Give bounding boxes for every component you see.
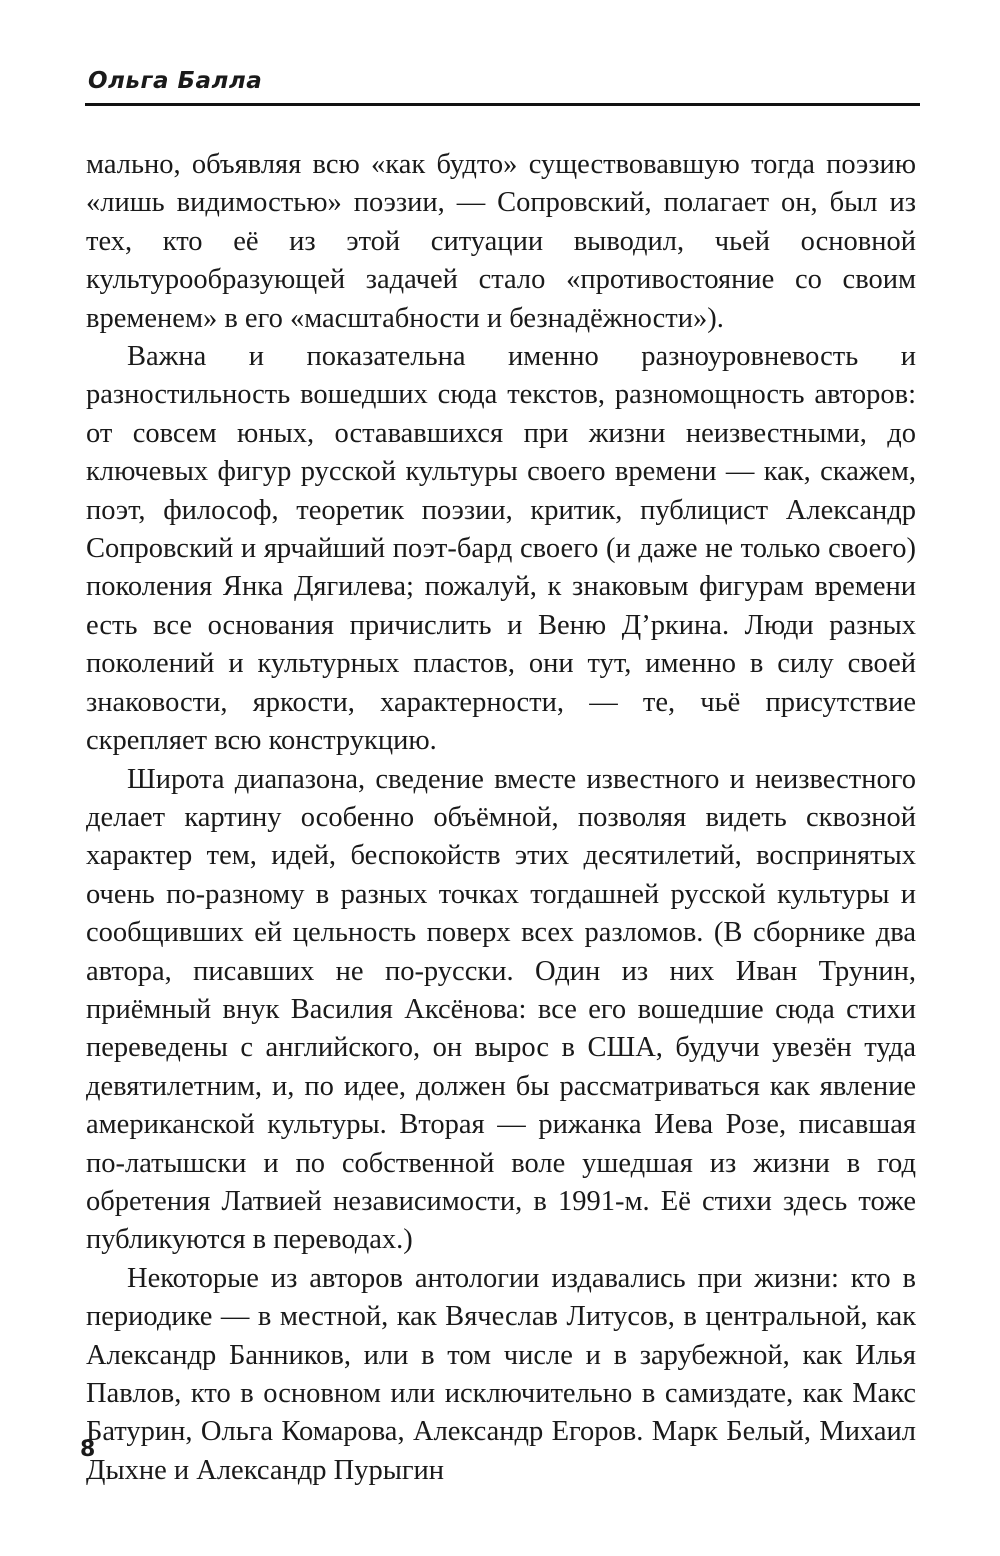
paragraph: Широта диапазона, сведение вместе известного и неизвестного делает картину особенно объёмной, позволяя видеть сквозной характер тем, идей, беспокойств этих десятилетий, воспринятых очень по-разному в разных точках тогдашней русской культуры и сообщивших ей цельность поверх всех разломов. (В сборнике два автора, писавших не по-русски. Один из них Иван Трунин, приёмный внук Василия Аксёнова: все его вошедшие сюда стихи переведены с английского, он вырос в США, будучи увезён туда девятилетним, и, по идее, должен бы рассматриваться как явление американской культуры. Вторая — рижанка Иева Розе, писавшая по-латышски и по собственной воле ушедшая из жизни в год обретения Латвией независимости, в 1991-м. Её стихи здесь тоже публикуются в переводах.) [86, 763, 916, 1256]
page-number: 8 [80, 1437, 96, 1462]
paragraph-continued: мально, объявляя всю «как будто» существовавшую тогда поэзию «лишь видимостью» поэзии, — Сопровский, полагает он, был из тех, кто её из этой ситуации выводил, чьей основной культурообразующей задачей стало «противостояние со своим временем» в его «масштабности и безнадёжности»). [86, 149, 916, 334]
body-text [86, 146, 916, 1490]
header-rule [85, 103, 920, 106]
paragraph: Некоторые из авторов антологии издавались при жизни: кто в периодике — в местной, как Вячеслав Литусов, в центральной, как Александр Банников, или в том числе и в зарубежной, как Илья Павлов, кто в основном или исключительно в самиздате, как Макс Батурин, Ольга Комарова, Александр Егоров. Марк Белый, Михаил Дыхне и Александр Пурыгин [86, 1262, 916, 1486]
running-head-author: Ольга Балла [88, 68, 263, 94]
paragraph: Важна и показательна именно разноуровневость и разностильность вошедших сюда текстов, разномощность авторов: от совсем юных, остававшихся при жизни неизвестными, до ключевых фигур русской культуры своего времени — как, скажем, поэт, философ, теоретик поэзии, критик, публицист Александр Сопровский и ярчайший поэт-бард своего (и даже не только своего) поколения Янка Дягилева; пожалуй, к знаковым фигурам времени есть все основания причислить и Веню Д’ркина. Люди разных поколений и культурных пластов, они тут, именно в силу своей знаковости, яркости, характерности, — те, чьё присутствие скрепляет всю конструкцию. [86, 341, 916, 757]
